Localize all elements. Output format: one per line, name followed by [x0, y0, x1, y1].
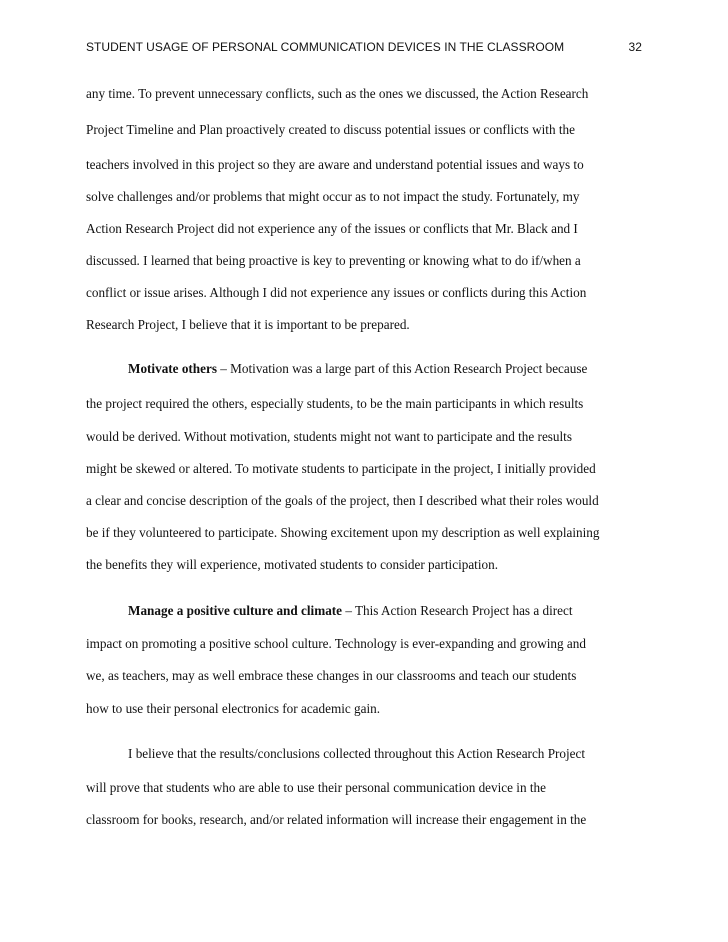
section-heading: Manage a positive culture and climate [128, 603, 343, 618]
page-number: 32 [628, 40, 642, 54]
body-line: solve challenges and/or problems that might occur as to not impact the study. Fortunately, my [86, 189, 580, 204]
body-line: discussed. I learned that being proactive is key to preventing or knowing what to do if/when a [86, 253, 581, 268]
body-line: conflict or issue arises. Although I did not experience any issues or conflicts during this Action [86, 285, 587, 300]
body-line: we, as teachers, may as well embrace these changes in our classrooms and teach our students [86, 668, 577, 683]
body-line: will prove that students who are able to use their personal communication device in the [86, 780, 546, 795]
paragraph-first-line [128, 603, 573, 619]
body-line: impact on promoting a positive school culture. Technology is ever-expanding and growing and [86, 636, 586, 651]
section-heading: Motivate others [128, 361, 217, 376]
running-head [86, 40, 642, 58]
body-line: how to use their personal electronics for academic gain. [86, 701, 381, 716]
body-text: – Motivation was a large part of this Action Research Project because [216, 361, 588, 376]
body-text: – This Action Research Project has a direct [342, 603, 573, 618]
paragraph-first-line: I believe that the results/conclusions collected throughout this Action Research Project [128, 746, 586, 761]
body-line: would be derived. Without motivation, students might not want to participate and the results [86, 429, 572, 444]
body-line: be if they volunteered to participate. Showing excitement upon my description as well explaining [86, 525, 600, 540]
paragraph-first-line [128, 361, 587, 377]
body-line: Action Research Project did not experience any of the issues or conflicts that Mr. Black and I [86, 221, 578, 236]
body-line: classroom for books, research, and/or related information will increase their engagement in the [86, 812, 587, 827]
running-title: STUDENT USAGE OF PERSONAL COMMUNICATION DEVICES IN THE CLASSROOM [86, 40, 565, 54]
body-line: the benefits they will experience, motivated students to consider participation. [86, 557, 498, 572]
body-line: the project required the others, especially students, to be the main participants in which results [86, 396, 584, 411]
body-line: any time. To prevent unnecessary conflicts, such as the ones we discussed, the Action Research [86, 86, 589, 101]
body-line: a clear and concise description of the goals of the project, then I described what their roles would [86, 493, 599, 508]
body-line: Research Project, I believe that it is important to be prepared. [86, 317, 410, 332]
body-line: teachers involved in this project so they are aware and understand potential issues and ways to [86, 157, 584, 172]
body-line: might be skewed or altered. To motivate students to participate in the project, I initially provided [86, 461, 596, 476]
body-line: Project Timeline and Plan proactively created to discuss potential issues or conflicts with the [86, 122, 575, 137]
